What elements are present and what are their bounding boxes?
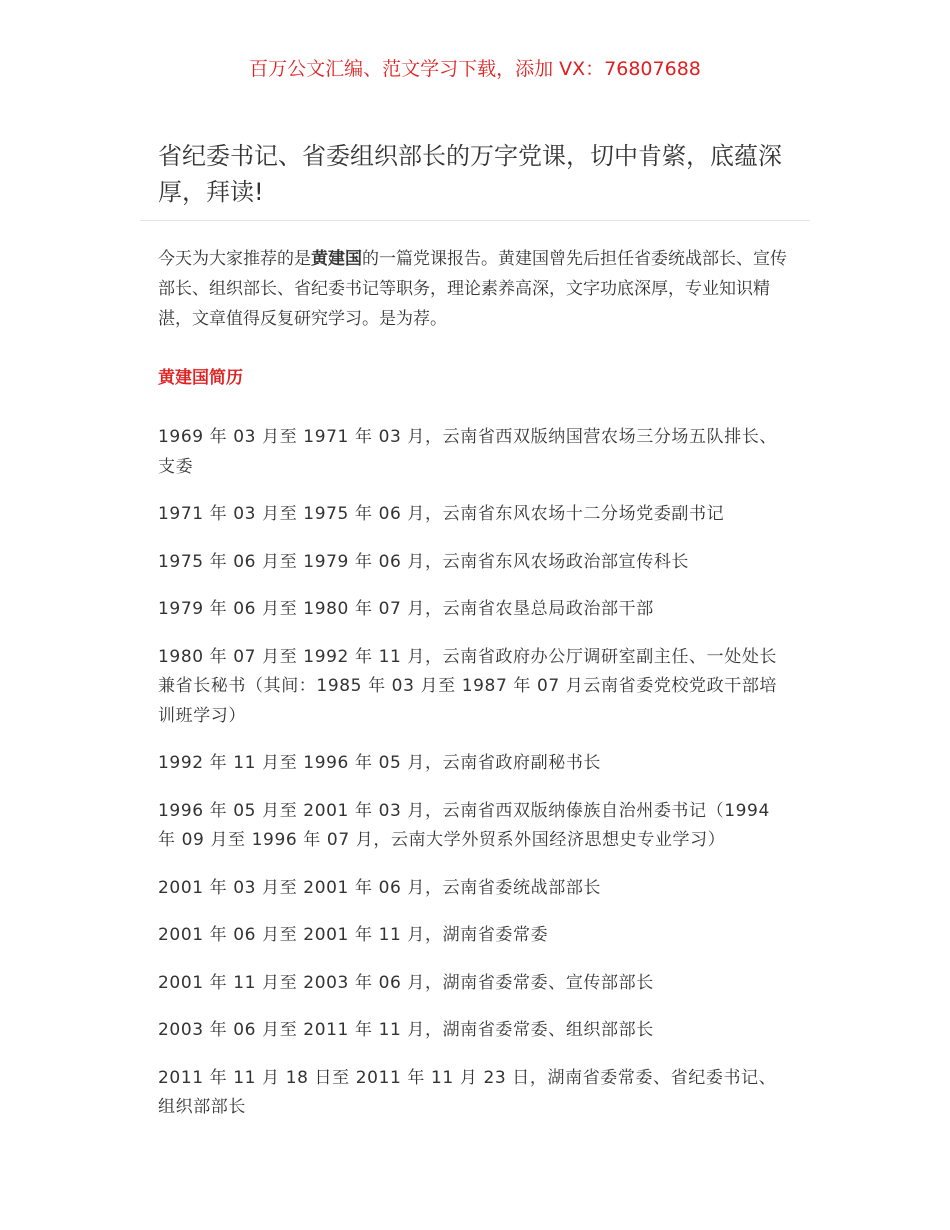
resume-entry: 2011 年 11 月 18 日至 2011 年 11 月 23 日，湖南省委常委、省纪委书记、组织部部长 [158,1067,777,1117]
intro-paragraph [158,244,792,334]
intro-text-after: 的一篇党课报告。黄建国曾先后担任省委统战部长、宣传部长、组织部长、省纪委书记等职务，理论素养高深，文字功底深厚，专业知识精湛，文章值得反复研究学习。是为荐。 [158,249,787,329]
title-divider [140,220,810,221]
resume-heading: 黄建国简历 [158,368,243,388]
resume-entry: 2001 年 03 月至 2001 年 06 月，云南省委统战部部长 [158,877,602,898]
intro-text-before: 今天为大家推荐的是 [158,249,311,269]
resume-entry: 1979 年 06 月至 1980 年 07 月，云南省农垦总局政治部干部 [158,599,654,619]
resume-entry: 2001 年 11 月至 2003 年 06 月，湖南省委常委、宣传部部长 [158,972,654,993]
resume-entry: 1975 年 06 月至 1979 年 06 月，云南省东风农场政治部宣传科长 [158,551,690,572]
promo-banner: 百万公文汇编、范文学习下载，添加 VX：76807688 [249,58,701,80]
resume-entry: 2003 年 06 月至 2011 年 11 月，湖南省委常委、组织部部长 [158,1020,654,1040]
resume-entry: 1996 年 05 月至 2001 年 03 月，云南省西双版纳傣族自治州委书记（1994 年 09 月至 1996 年 07 月，云南大学外贸系外国经济思想史专业学习） [158,800,770,850]
intro-name-highlight: 黄建国 [311,249,362,269]
resume-entry: 1969 年 03 月至 1971 年 03 月，云南省西双版纳国营农场三分场五队排长、支委 [158,427,778,477]
resume-entry: 1992 年 11 月至 1996 年 05 月，云南省政府副秘书长 [158,753,602,773]
resume-entry: 1980 年 07 月至 1992 年 11 月，云南省政府办公厅调研室副主任、一处处长兼省长秘书（其间：1985 年 03 月至 1987 年 07 月云南省委党校党政干部培训班学习） [158,646,778,726]
resume-entry: 2001 年 06 月至 2001 年 11 月，湖南省委常委 [158,925,549,945]
article-title: 省纪委书记、省委组织部长的万字党课，切中肯綮，底蕴深厚，拜读! [158,142,782,206]
resume-entry: 1971 年 03 月至 1975 年 06 月，云南省东风农场十二分场党委副书记 [158,504,725,524]
resume-list [158,423,792,1141]
